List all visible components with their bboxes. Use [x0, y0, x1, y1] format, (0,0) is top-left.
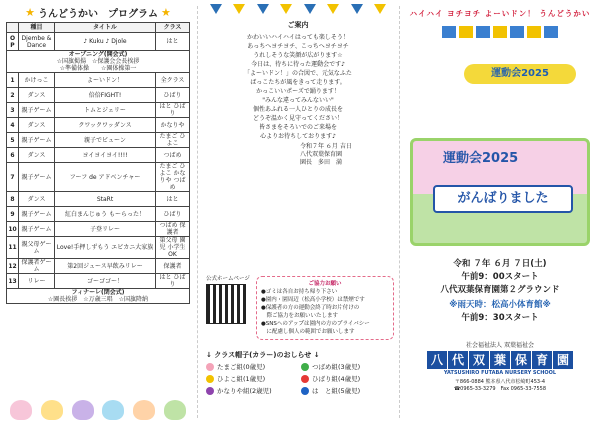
animal-decoration — [6, 398, 190, 420]
request-item: ●SNSへのアップは園内の方のプライバシー — [261, 321, 370, 327]
request-item: ●園内・園周辺（松高小学校）は禁煙です — [261, 297, 365, 303]
row-num: 11 — [7, 237, 19, 259]
row-cls: つばめ — [156, 148, 190, 163]
school-corp: 社会福祉法人 双葉福祉会 — [466, 342, 534, 349]
table-row — [7, 192, 190, 207]
star-icon: ★ — [25, 5, 36, 19]
cap-label: ひばり組(4歳児) — [312, 375, 361, 383]
guide-line: 心よりお待ちしております♪ — [260, 133, 336, 140]
request-item: ●保護者の方の運動会終了時お片付けの — [261, 305, 360, 311]
row-cls: はと ひばり — [156, 103, 190, 118]
row-title: 紅白まんじゅう もーらった！ — [55, 207, 156, 222]
opening-line: ☆準備体操 ☆園体操第一 — [59, 65, 137, 72]
table-row — [7, 207, 190, 222]
row-title: トムとジェリー — [55, 103, 156, 118]
row-act: ダンス — [19, 88, 55, 103]
table-row — [7, 118, 190, 133]
program-table — [6, 22, 190, 304]
row-act: かけっこ — [19, 73, 55, 88]
row-title: 第2回ジュース早飲みリレー — [55, 259, 156, 274]
school-name — [410, 351, 590, 369]
row-num: 4 — [7, 118, 19, 133]
row-act: ダンス — [19, 118, 55, 133]
bear-illustration — [72, 400, 94, 420]
sign-date: 令和７年 ６月 吉日 — [300, 143, 352, 150]
chick-illustration — [41, 400, 63, 420]
row-act: 親子ゲーム — [19, 103, 55, 118]
table-row-op — [7, 33, 190, 51]
request-box — [256, 276, 394, 340]
poster-title: 運動会2025 — [443, 151, 519, 166]
row-title: クワックワッダンス — [55, 118, 156, 133]
row-num: 12 — [7, 259, 19, 274]
school-logo — [410, 340, 590, 392]
row-num: 8 — [7, 192, 19, 207]
sign-principal: 園長 多田 満 — [300, 159, 343, 166]
row-act: ダンス — [19, 148, 55, 163]
school-name-char: 八 — [427, 351, 447, 369]
request-title: ご協力お願い — [308, 281, 342, 287]
row-act: 親子ゲーム — [19, 163, 55, 192]
guide-line: あっちへヨチヨチ、こっちへヨチヨチ — [247, 43, 349, 50]
header-class: クラス — [156, 23, 190, 33]
request-item: 際ご協力をお願いいたします — [261, 313, 339, 319]
event-start: 午前9：00スタート — [461, 272, 539, 282]
cover-panel — [400, 0, 600, 424]
finale-line: ☆園長挨拶 ☆万歳三唱 ☆国旗降納 — [47, 296, 149, 303]
row-act: 親子ゲーム — [19, 207, 55, 222]
row-title: ♪ Kuku ♪ Djole — [55, 33, 156, 51]
row-act: リレー — [19, 274, 55, 289]
row-title: 子登リレー — [55, 222, 156, 237]
row-title: Love!手押しずもう エビカニ大家族 — [55, 237, 156, 259]
row-cls: 第父母 園児 小学生OK — [156, 237, 190, 259]
request-item: ●ゴミは各自お持ち帰り下さい — [261, 289, 338, 295]
cap-color-list — [206, 362, 392, 395]
event-badge: 運動会2025 — [464, 64, 576, 84]
cap-label: かなりや組(2歳児) — [217, 387, 272, 395]
row-cls: かなりや — [156, 118, 190, 133]
table-row — [7, 163, 190, 192]
cap-color-icon — [301, 363, 309, 371]
row-num: 6 — [7, 148, 19, 163]
row-cls: ひばり — [156, 207, 190, 222]
row-cls: たまご ひよこ — [156, 133, 190, 148]
star-icon: ★ — [160, 5, 171, 19]
school-name-char: 保 — [511, 351, 531, 369]
opening-line: ☆国旗掲揚 ☆保護会会長挨拶 — [56, 58, 140, 65]
guide-line: ばっこたちが風をきって走ります。 — [250, 79, 346, 86]
guide-signature — [300, 143, 392, 167]
row-num: 5 — [7, 133, 19, 148]
guide-line: 今日は、待ちに待った運動会です♪ — [251, 61, 345, 68]
poster-plate: がんばりました — [433, 185, 573, 213]
bunting-decoration — [204, 4, 392, 18]
school-address: 〒866-0884 熊本県八代市松崎町453-4 — [454, 379, 546, 385]
table-row — [7, 88, 190, 103]
event-venue: 八代双葉保育園第２グラウンド — [440, 285, 560, 295]
dog-illustration — [133, 400, 155, 420]
school-name-char: 双 — [469, 351, 489, 369]
table-row — [7, 73, 190, 88]
program-title-text: うんどうかい プログラム — [38, 8, 158, 20]
cap-color-icon — [206, 387, 214, 395]
homepage-block — [206, 270, 250, 324]
table-header — [7, 23, 190, 33]
row-title: フーフ de アドベンチャー — [55, 163, 156, 192]
rain-start: 午前9：30スタート — [461, 313, 539, 323]
request-item: に配慮し個人の範囲でお願いします — [261, 329, 355, 335]
sign-school: 八代双葉保育園 — [300, 151, 343, 158]
row-cls: ひばり — [156, 88, 190, 103]
header-title: タイトル — [55, 23, 156, 33]
cap-item — [301, 386, 392, 395]
row-act: 親子ゲーム — [19, 133, 55, 148]
school-name-char: 園 — [553, 351, 573, 369]
row-num: 3 — [7, 103, 19, 118]
table-row — [7, 274, 190, 289]
cat-illustration — [102, 400, 124, 420]
table-row-opening — [7, 51, 190, 73]
row-cls: 全クラス — [156, 73, 190, 88]
cap-color-icon — [301, 375, 309, 383]
row-title: 親子でビューン — [55, 133, 156, 148]
table-row-finale — [7, 289, 190, 304]
row-num: 9 — [7, 207, 19, 222]
row-title: ゴーゴゴー！ — [55, 274, 156, 289]
event-info — [410, 258, 590, 325]
row-title: ヨイヨイヨイ!!!! — [55, 148, 156, 163]
rain-venue: ※雨天時：松高小体育館※ — [449, 300, 551, 310]
cap-color-icon — [206, 375, 214, 383]
program-rows — [7, 73, 190, 289]
row-num: 1 — [7, 73, 19, 88]
guide-line: かわいいハイハイはっても楽しそう！ — [247, 34, 349, 41]
row-num: 7 — [7, 163, 19, 192]
guide-line: 個性あふれる一人ひとりの成長を — [252, 106, 343, 113]
cap-item — [206, 386, 297, 395]
school-name-char: 育 — [532, 351, 552, 369]
school-name-char: 葉 — [490, 351, 510, 369]
header-act: 種目 — [19, 23, 55, 33]
row-cls: 保護者 — [156, 259, 190, 274]
row-num: 2 — [7, 88, 19, 103]
qr-code[interactable] — [206, 284, 246, 324]
guide-line: "みんな違ってみんないい" — [262, 97, 334, 104]
row-num: O P — [7, 33, 19, 51]
row-act: 親子ゲーム — [19, 222, 55, 237]
program-panel — [0, 0, 196, 424]
cap-item — [206, 374, 297, 383]
guide-line: 皆さまをそろいでのご来場を — [258, 124, 337, 131]
school-en: YATSUSHIRO FUTABA NURSERY SCHOOL — [443, 370, 557, 376]
table-row — [7, 237, 190, 259]
table-row — [7, 103, 190, 118]
row-cls: はと ひばり — [156, 274, 190, 289]
cover-slogan: ハイハイ ヨチヨチ よーいドン！ うんどうかい — [409, 9, 591, 18]
table-row — [7, 148, 190, 163]
row-num: 13 — [7, 274, 19, 289]
finale-line: フィナーレ(閉会式) — [71, 289, 125, 296]
cap-item — [206, 362, 297, 371]
row-title: 倍倍FIGHT! — [55, 88, 156, 103]
row-act: ダンス — [19, 192, 55, 207]
opening-cell — [7, 51, 190, 73]
row-cls: はと — [156, 192, 190, 207]
frog-illustration — [164, 400, 186, 420]
row-act: 親父母ゲーム — [19, 237, 55, 259]
bunny-illustration — [10, 400, 32, 420]
table-row — [7, 133, 190, 148]
table-row — [7, 259, 190, 274]
row-num: 10 — [7, 222, 19, 237]
finale-cell — [7, 289, 190, 304]
row-class: はと — [156, 33, 190, 51]
cap-color-icon — [301, 387, 309, 395]
event-poster — [410, 138, 590, 246]
row-cls: つばめ 保護者 — [156, 222, 190, 237]
banner-decoration — [406, 26, 594, 42]
program-title — [6, 4, 190, 20]
guide-line: 「よーいドン！」の合図で、元気なふた — [244, 70, 352, 77]
cap-label: つばめ組(3歳児) — [312, 363, 361, 371]
event-date: 令和 ７年 ６月 ７日(土) — [453, 259, 547, 269]
row-act: Djembe & Dance — [19, 33, 55, 51]
row-title: StaRt — [55, 192, 156, 207]
row-cls: たまご ひよこ かなりや つばめ — [156, 163, 190, 192]
cap-label: ひよこ組(1歳児) — [217, 375, 266, 383]
guide-line: どうぞ温かく見守ってください！ — [252, 115, 343, 122]
guide-line: うれしそうな笑顔が広がります☆ — [253, 52, 343, 59]
request-items — [261, 288, 389, 336]
guide-body — [204, 33, 392, 141]
guide-panel — [198, 0, 398, 424]
cap-label: は と組(5歳児) — [312, 387, 361, 395]
homepage-label: 公式ホームページ — [206, 276, 250, 282]
row-title: よーいドン！ — [55, 73, 156, 88]
cap-item — [301, 362, 392, 371]
school-name-char: 代 — [448, 351, 468, 369]
guide-line: かっこいいポーズで踊ります！ — [256, 88, 340, 95]
school-tel: ☎0965-33-3279 Fax 0965-33-7558 — [453, 386, 547, 392]
header-num — [7, 23, 19, 33]
opening-line: オープニング(開会式) — [68, 51, 128, 58]
row-act: 保護者ゲーム — [19, 259, 55, 274]
cap-color-title: ↓ クラス帽子(カラー)のおしらせ ↓ — [206, 351, 320, 359]
cap-label: たまご組(0歳児) — [217, 363, 266, 371]
table-row — [7, 222, 190, 237]
cap-color-icon — [206, 363, 214, 371]
guide-title: ご案内 — [287, 21, 309, 29]
cap-item — [301, 374, 392, 383]
